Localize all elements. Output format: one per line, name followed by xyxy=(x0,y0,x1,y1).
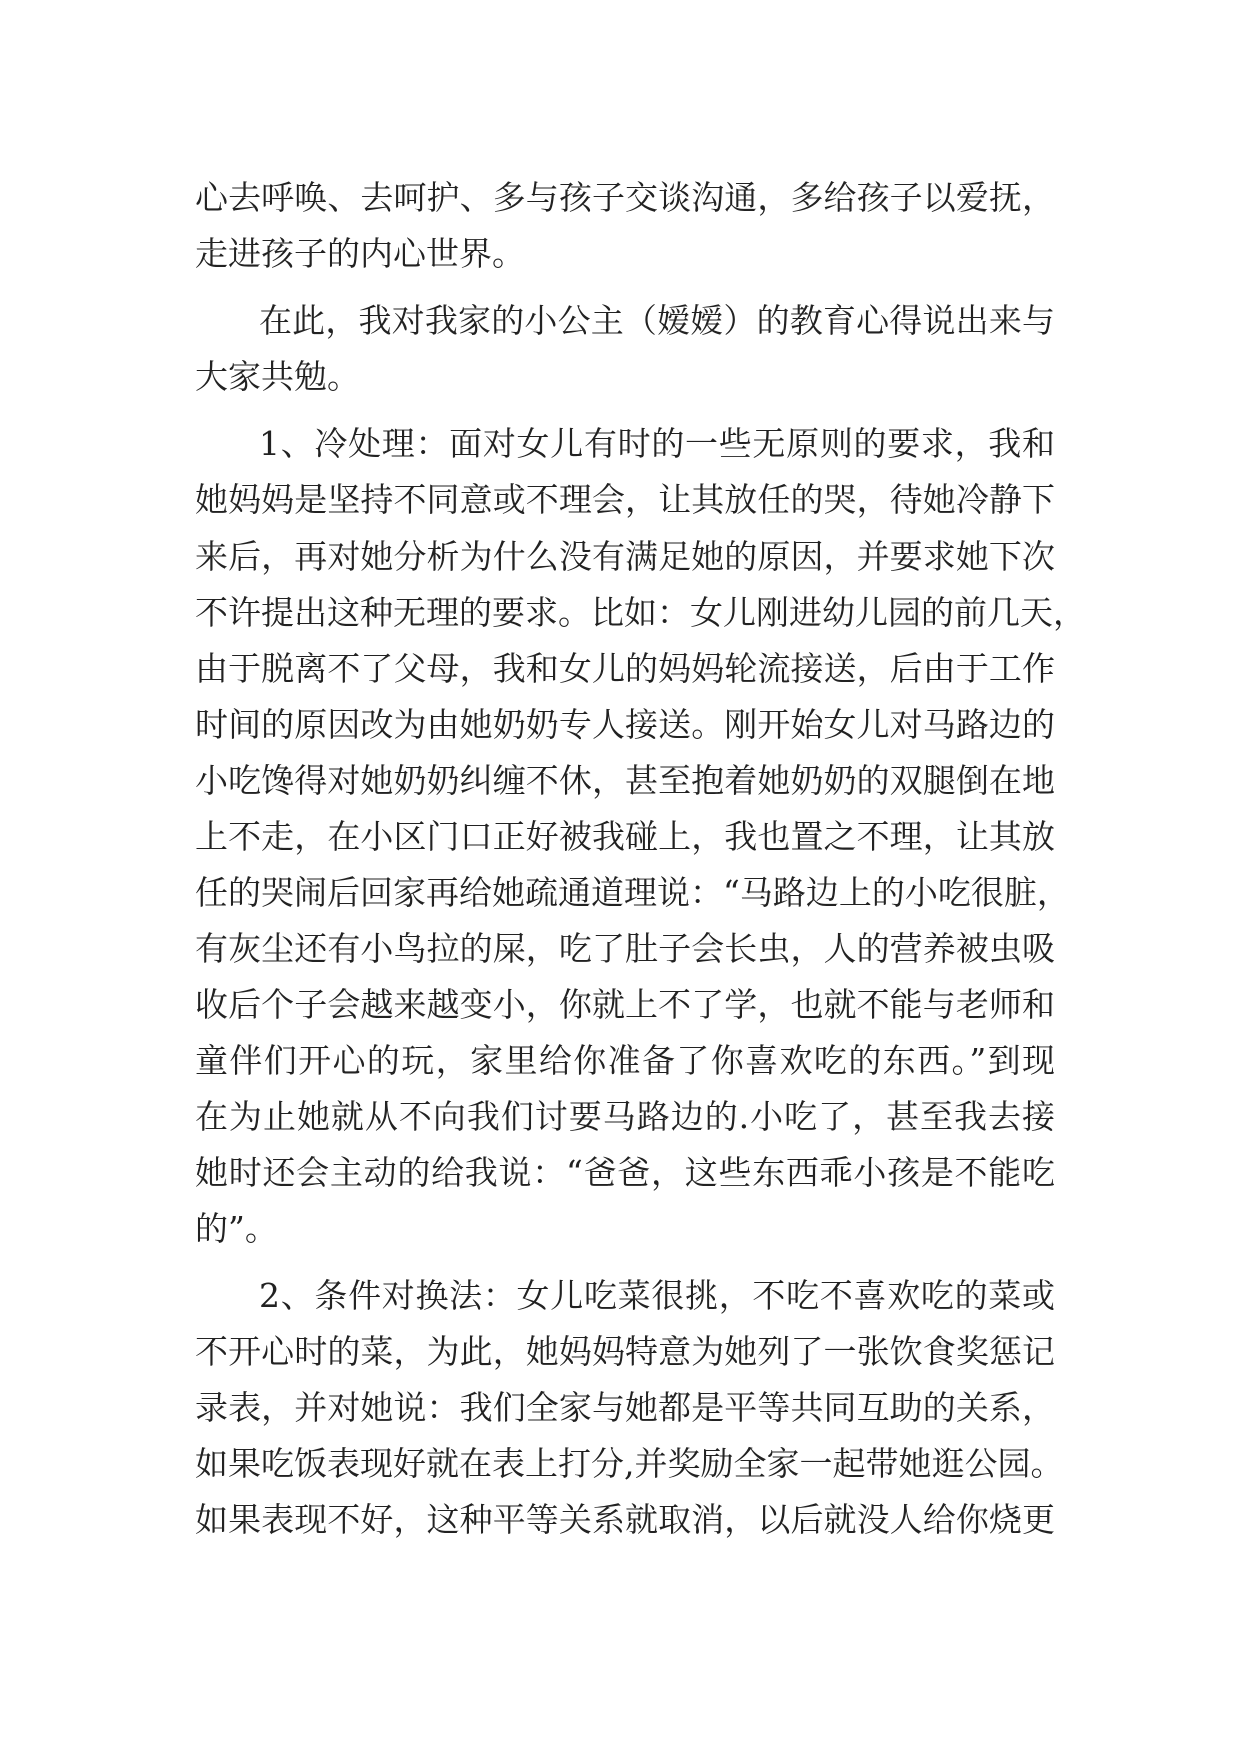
text-line: 不开心时的菜，为此，她妈妈特意为她列了一张饮食奖惩记 xyxy=(195,1332,1055,1371)
text-line: 她妈妈是坚持不同意或不理会，让其放任的哭，待她冷静下 xyxy=(195,480,1055,519)
text-line: 走进孩子的内心世界。 xyxy=(195,234,525,273)
paragraph-first-line: 2、条件对换法：女儿吃菜很挑，不吃不喜欢吃的菜或 xyxy=(259,1276,1055,1315)
text-line: 由于脱离不了父母，我和女儿的妈妈轮流接送，后由于工作 xyxy=(195,649,1055,688)
text-line: 不许提出这种无理的要求。比如：女儿刚进幼儿园的前几天， xyxy=(195,593,1086,632)
text-line: 有灰尘还有小鸟拉的屎，吃了肚子会长虫，人的营养被虫吸 xyxy=(195,929,1055,968)
text-line: 心去呼唤、去呵护、多与孩子交谈沟通，多给孩子以爱抚， xyxy=(195,178,1055,217)
text-line: 小吃馋得对她奶奶纠缠不休，甚至抱着她奶奶的双腿倒在地 xyxy=(195,761,1055,800)
text-line: 收后个子会越来越变小，你就上不了学，也就不能与老师和 xyxy=(195,985,1055,1024)
text-line: 录表，并对她说：我们全家与她都是平等共同互助的关系， xyxy=(195,1388,1055,1427)
text-line: 时间的原因改为由她奶奶专人接送。刚开始女儿对马路边的 xyxy=(195,705,1055,744)
text-line: 在为止她就从不向我们讨要马路边的.小吃了，甚至我去接 xyxy=(195,1097,1055,1136)
text-line: 大家共勉。 xyxy=(195,357,360,396)
text-line: 童伴们开心的玩，家里给你准备了你喜欢吃的东西。”到现 xyxy=(195,1041,1055,1080)
paragraph-first-line: 在此，我对我家的小公主（嫒嫒）的教育心得说出来与 xyxy=(259,301,1055,340)
text-line: 来后，再对她分析为什么没有满足她的原因，并要求她下次 xyxy=(195,537,1055,576)
text-line: 如果表现不好，这种平等关系就取消，以后就没人给你烧更 xyxy=(195,1500,1055,1539)
text-line: 任的哭闹后回家再给她疏通道理说：“马路边上的小吃很脏， xyxy=(195,873,1070,912)
text-line: 她时还会主动的给我说：“爸爸，这些东西乖小孩是不能吃 xyxy=(195,1153,1055,1192)
text-line: 如果吃饭表现好就在表上打分,并奖励全家一起带她逛公园。 xyxy=(195,1444,1064,1483)
text-line: 的”。 xyxy=(195,1209,278,1248)
paragraph-first-line: 1、冷处理：面对女儿有时的一些无原则的要求，我和 xyxy=(259,424,1055,463)
text-line: 上不走，在小区门口正好被我碰上，我也置之不理，让其放 xyxy=(195,817,1055,856)
